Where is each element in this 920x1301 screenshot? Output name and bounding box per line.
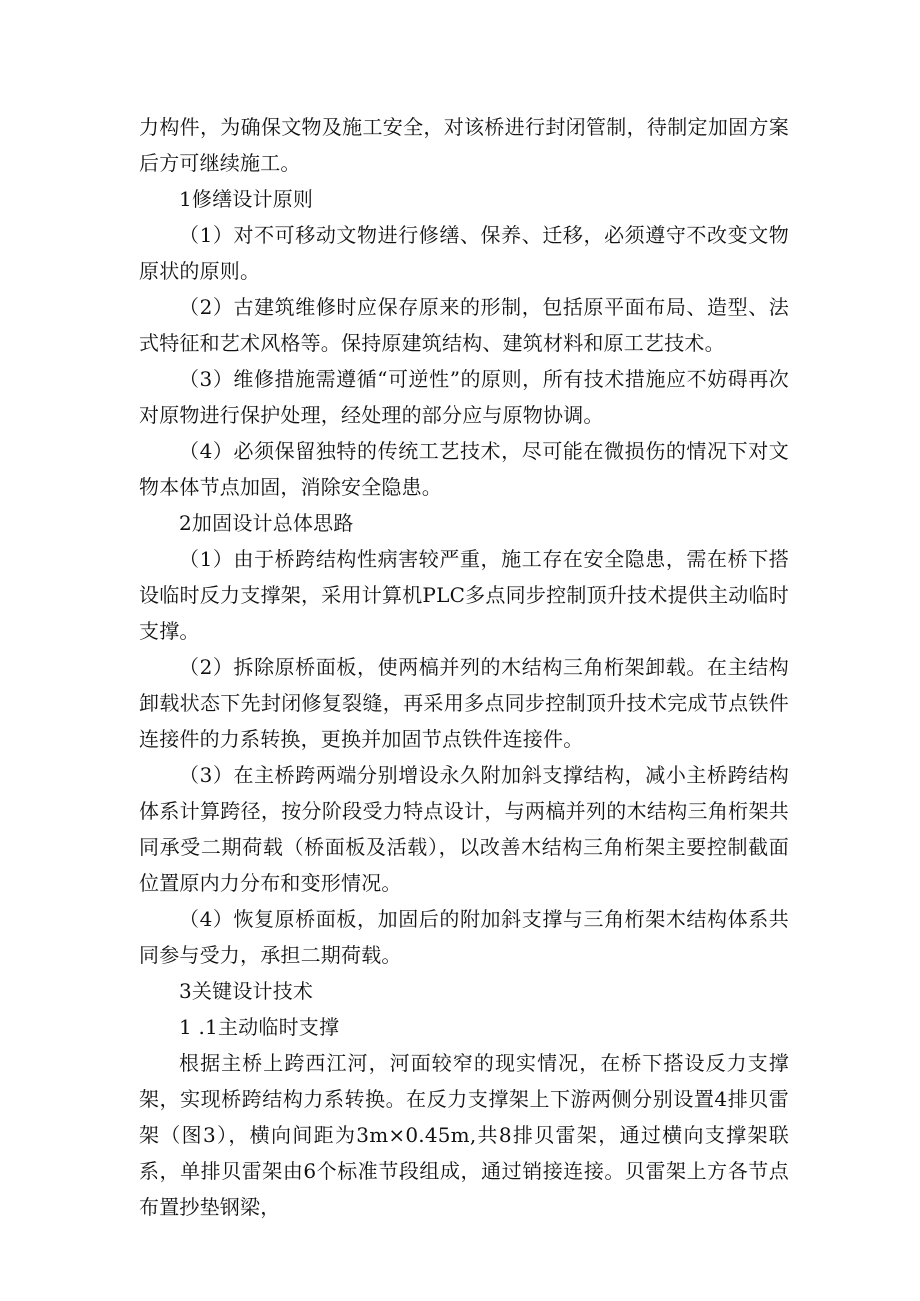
body-paragraph: 根据主桥上跨西江河，河面较窄的现实情况，在桥下搭设反力支撑架，实现桥跨结构力系转换。在反力支撑架上下游两侧分别设置4排贝雷架（图3），横向间距为3m×0.45m,共8排贝雷架，通过横向支撑架联系，单排贝雷架由6个标准节段组成，通过销接连接。贝雷架上方各节点布置抄垫钢梁， bbox=[139, 1051, 789, 1219]
section-heading-1: 1修缮设计原则 bbox=[179, 187, 314, 211]
section-heading-2: 2加固设计总体思路 bbox=[179, 511, 354, 535]
subsection-heading-3-1: 1 .1主动临时支撑 bbox=[179, 1015, 340, 1039]
approach-item-2: （2）拆除原桥面板，使两槁并列的木结构三角桁架卸载。在主结构卸载状态下先封闭修复裂缝，再采用多点同步控制顶升技术完成节点铁件连接件的力系转换，更换并加固节点铁件连接件。 bbox=[139, 655, 789, 751]
document-body bbox=[139, 109, 789, 1225]
principle-item-3: （3）维修措施需遵循“可逆性”的原则，所有技术措施应不妨碍再次对原物进行保护处理，经处理的部分应与原物协调。 bbox=[139, 367, 789, 427]
principle-item-1: （1）对不可移动文物进行修缮、保养、迁移，必须遵守不改变文物原状的原则。 bbox=[139, 223, 789, 283]
section-heading-3: 3关键设计技术 bbox=[179, 979, 314, 1003]
principle-item-2: （2）古建筑维修时应保存原来的形制，包括原平面布局、造型、法式特征和艺术风格等。保持原建筑结构、建筑材料和原工艺技术。 bbox=[139, 295, 789, 355]
approach-item-3: （3）在主桥跨两端分别增设永久附加斜支撑结构，减小主桥跨结构体系计算跨径，按分阶段受力特点设计，与两槁并列的木结构三角桁架共同承受二期荷载（桥面板及活载），以改善木结构三角桁架主要控制截面位置原内力分布和变形情况。 bbox=[139, 763, 789, 895]
approach-item-4: （4）恢复原桥面板，加固后的附加斜支撑与三角桁架木结构体系共同参与受力，承担二期荷载。 bbox=[139, 907, 789, 967]
paragraph-continuation: 力构件，为确保文物及施工安全，对该桥进行封闭管制，待制定加固方案后方可继续施工。 bbox=[139, 115, 789, 175]
principle-item-4: （4）必须保留独特的传统工艺技术，尽可能在微损伤的情况下对文物本体节点加固，消除安全隐患。 bbox=[139, 439, 789, 499]
approach-item-1: （1）由于桥跨结构性病害较严重，施工存在安全隐患，需在桥下搭设临时反力支撑架，采用计算机PLC多点同步控制顶升技术提供主动临时支撑。 bbox=[139, 547, 789, 643]
